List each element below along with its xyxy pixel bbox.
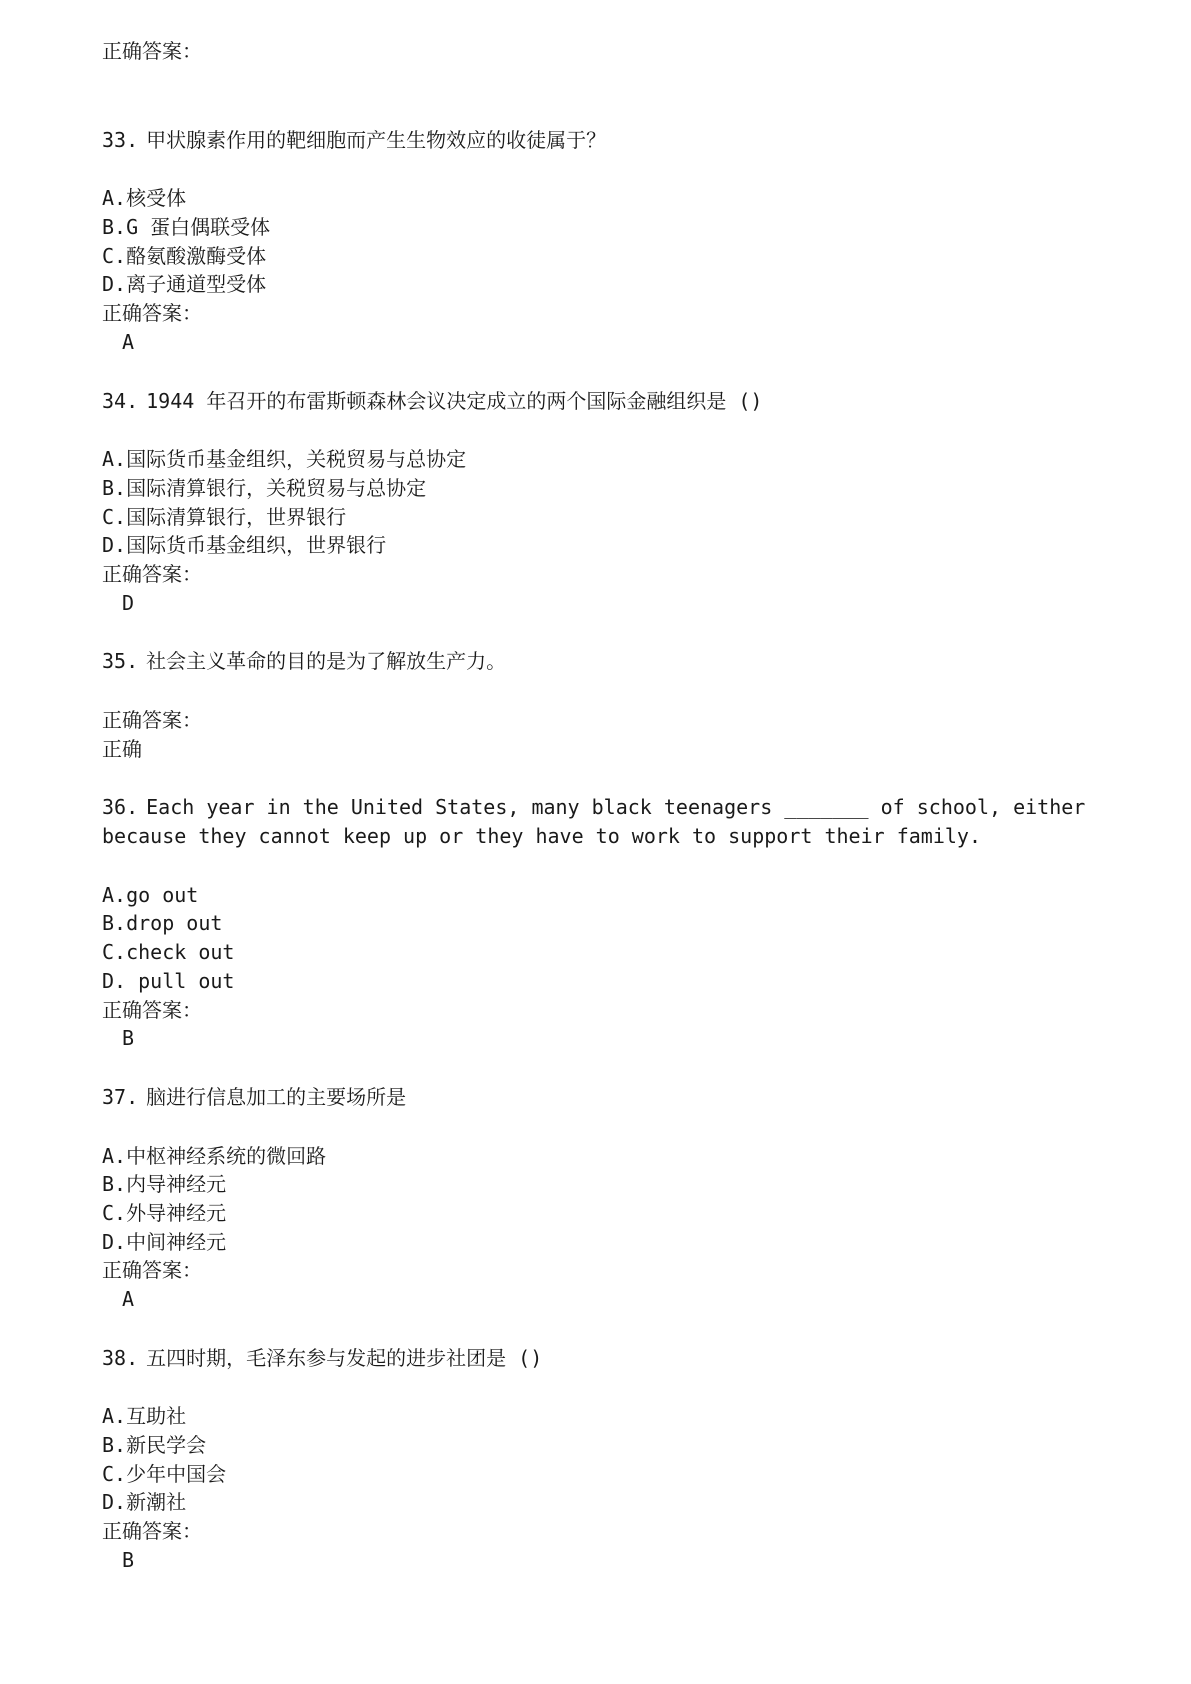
answer-value: A (122, 1287, 135, 1312)
question-number: 35. (102, 649, 139, 674)
answer-value: 正确 (102, 736, 142, 761)
option-d: D. pull out (102, 968, 235, 993)
option-a: A.互助社 (102, 1404, 187, 1429)
answer-value: B (122, 1547, 135, 1572)
question-stem (102, 793, 1102, 850)
question-stem (102, 1344, 1102, 1373)
answer-label: 正确答案： (102, 1258, 202, 1283)
answer-label: 正确答案： (102, 708, 202, 732)
option-a: A.中枢神经系统的微回路 (102, 1143, 327, 1168)
answer-value: A (122, 329, 135, 354)
question-text: 1944 年召开的布雷斯顿森林会议决定成立的两个国际金融组织是 () (146, 388, 763, 413)
option-d: D.离子通道型受体 (102, 272, 267, 297)
question-stem (102, 387, 1102, 416)
option-b: B.内导神经元 (102, 1172, 227, 1197)
option-c: C.酪氨酸激酶受体 (102, 243, 267, 268)
question-number: 37. (102, 1084, 139, 1109)
question-number: 34. (102, 388, 139, 413)
question-stem (102, 126, 1102, 155)
question-text: 五四时期，毛泽东参与发起的进步社团是 () (146, 1345, 543, 1370)
answer-label: 正确答案： (102, 997, 202, 1022)
question-number: 36. (102, 795, 139, 820)
option-d: D.国际货币基金组织，世界银行 (102, 533, 387, 558)
option-a: A.go out (102, 882, 199, 907)
answer-value: D (122, 590, 135, 615)
question-number: 38. (102, 1345, 139, 1370)
option-b: B.drop out (102, 911, 223, 936)
question-text: 社会主义革命的目的是为了解放生产力。 (146, 649, 507, 674)
option-a: A.国际货币基金组织，关税贸易与总协定 (102, 447, 467, 472)
option-d: D.中间神经元 (102, 1229, 227, 1254)
answer-label: 正确答案： (102, 561, 202, 586)
question-33 (102, 126, 1102, 357)
question-stem (102, 1083, 1102, 1112)
option-c: C.国际清算银行，世界银行 (102, 504, 347, 529)
answer-label: 正确答案： (102, 301, 202, 326)
question-stem (102, 647, 1102, 676)
question-37 (102, 1083, 1102, 1314)
question-number: 33. (102, 127, 139, 152)
option-b: B.国际清算银行，关税贸易与总协定 (102, 475, 427, 500)
question-36 (102, 793, 1102, 1053)
question-35 (102, 647, 1102, 763)
exam-page (102, 37, 1102, 1575)
question-text: 甲状腺素作用的靶细胞而产生生物效应的收徒属于？ (146, 127, 607, 152)
option-c: C.外导神经元 (102, 1200, 227, 1225)
answer-label: 正确答案： (102, 1519, 202, 1544)
question-34 (102, 387, 1102, 618)
question-text: 脑进行信息加工的主要场所是 (146, 1084, 407, 1109)
option-b: B.新民学会 (102, 1433, 207, 1458)
option-a: A.核受体 (102, 186, 187, 211)
option-b: B.G 蛋白偶联受体 (102, 215, 271, 240)
question-text: Each year in the United States, many black teenagers _______ of school, either because they cannot keep up or they have to work to support their family. (102, 795, 1086, 849)
option-c: C.check out (102, 940, 235, 965)
option-d: D.新潮社 (102, 1490, 187, 1515)
option-c: C.少年中国会 (102, 1461, 227, 1486)
answer-value: B (122, 1026, 135, 1051)
answer-label: 正确答案： (102, 39, 202, 63)
question-38 (102, 1344, 1102, 1575)
